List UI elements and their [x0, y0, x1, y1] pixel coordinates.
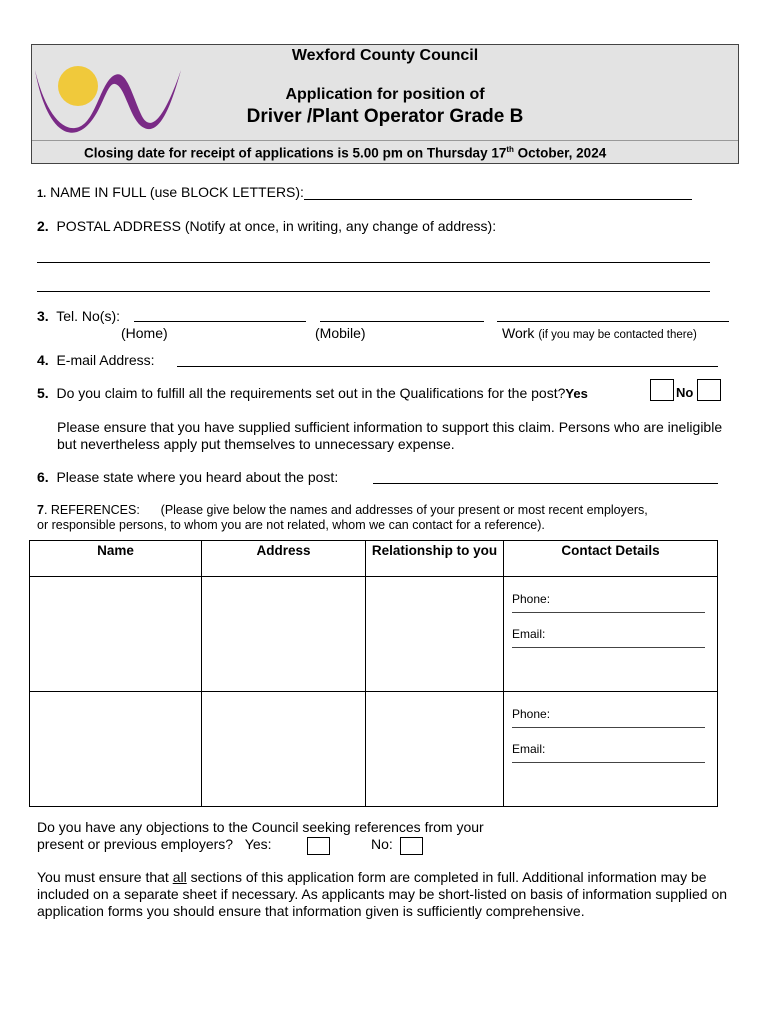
objections-no-label: No: — [371, 836, 393, 852]
phone-label: Phone: — [512, 707, 551, 721]
objections-line1: Do you have any objections to the Council seeking references from your — [37, 819, 484, 835]
q1-label: NAME IN FULL (use BLOCK LETTERS): — [50, 184, 304, 200]
ref1-phone-field[interactable] — [512, 612, 705, 613]
application-title: Application for position of — [285, 86, 485, 103]
question-1: 1. NAME IN FULL (use BLOCK LETTERS): — [37, 184, 692, 200]
home-phone-field[interactable] — [134, 307, 306, 322]
email-label: Email: — [512, 627, 546, 641]
full-name-field[interactable] — [304, 185, 692, 200]
col-relationship: Relationship to you — [366, 541, 504, 577]
ref1-contact-cell — [504, 577, 718, 692]
q5-label: Do you claim to fulfill all the requirements set out in the Qualifications for the post? — [56, 385, 566, 401]
email-field[interactable] — [177, 352, 718, 367]
ref1-name-cell[interactable] — [30, 577, 202, 692]
mobile-phone-field[interactable] — [320, 307, 484, 322]
home-label: (Home) — [121, 325, 168, 341]
closing-date: Closing date for receipt of applications is 5.00 pm on Thursday 17th October, 2024 — [84, 145, 607, 161]
ref2-email-field[interactable] — [512, 762, 705, 763]
work-label: Work (if you may be contacted there) — [502, 325, 697, 341]
q5-no-label: No — [676, 385, 694, 400]
question-2: 2. POSTAL ADDRESS (Notify at once, in writing, any change of address): — [37, 218, 497, 234]
objections-no-checkbox[interactable] — [400, 837, 423, 855]
q5-no-checkbox[interactable] — [697, 379, 721, 401]
q6-label: Please state where you heard about the post: — [56, 469, 339, 485]
postal-address-line-2[interactable] — [37, 291, 710, 292]
ref1-address-cell[interactable] — [202, 577, 366, 692]
q5-note: Please ensure that you have supplied sufficient information to support this claim. Persons who are ineligible but nevertheless apply put themselves to unnecessary expense. — [57, 419, 723, 452]
mobile-label: (Mobile) — [315, 325, 366, 341]
table-row — [30, 577, 718, 692]
ref2-relationship-cell[interactable] — [366, 692, 504, 807]
col-name: Name — [30, 541, 202, 577]
col-address: Address — [202, 541, 366, 577]
completion-instructions: You must ensure that all sections of this application form are completed in full. Additional information may be included on a separate sheet if necessary. As applicants may be short-listed on basis of information supplied on application forms you should ensure that information given is sufficiently comprehensive. — [37, 869, 728, 919]
post-title: Driver /Plant Operator Grade B — [246, 106, 524, 127]
phone-label: Phone: — [512, 592, 551, 606]
ref1-relationship-cell[interactable] — [366, 577, 504, 692]
q2-label: POSTAL ADDRESS (Notify at once, in writing, any change of address): — [56, 218, 497, 234]
question-3: 3. Tel. No(s): — [37, 308, 121, 324]
ref2-contact-cell — [504, 692, 718, 807]
postal-address-line-1[interactable] — [37, 262, 710, 263]
ref2-name-cell[interactable] — [30, 692, 202, 807]
council-name: Wexford County Council — [291, 47, 479, 64]
work-phone-field[interactable] — [497, 307, 729, 322]
question-4: 4. E-mail Address: — [37, 352, 155, 368]
objections-yes-checkbox[interactable] — [307, 837, 330, 855]
q3-label: Tel. No(s): — [56, 308, 121, 324]
table-header-row — [30, 541, 718, 577]
ref2-phone-field[interactable] — [512, 727, 705, 728]
ref1-email-field[interactable] — [512, 647, 705, 648]
ref2-address-cell[interactable] — [202, 692, 366, 807]
heard-about-field[interactable] — [373, 469, 718, 484]
email-label: Email: — [512, 742, 546, 756]
question-5: 5. Do you claim to fulfill all the requirements set out in the Qualifications for the post?Yes — [37, 385, 588, 401]
header-divider — [32, 140, 738, 141]
q5-yes-checkbox[interactable] — [650, 379, 674, 401]
references-table — [29, 540, 718, 807]
col-contact: Contact Details — [504, 541, 718, 577]
question-6: 6. Please state where you heard about the post: — [37, 469, 339, 485]
objections-line2: present or previous employers? Yes: — [37, 836, 272, 852]
q7-note-line2: or responsible persons, to whom you are not related, whom we can contact for a reference). — [37, 518, 545, 532]
table-row — [30, 692, 718, 807]
q4-label: E-mail Address: — [56, 352, 155, 368]
question-7: 7. REFERENCES: (Please give below the names and addresses of your present or most recent employers, — [37, 503, 648, 517]
